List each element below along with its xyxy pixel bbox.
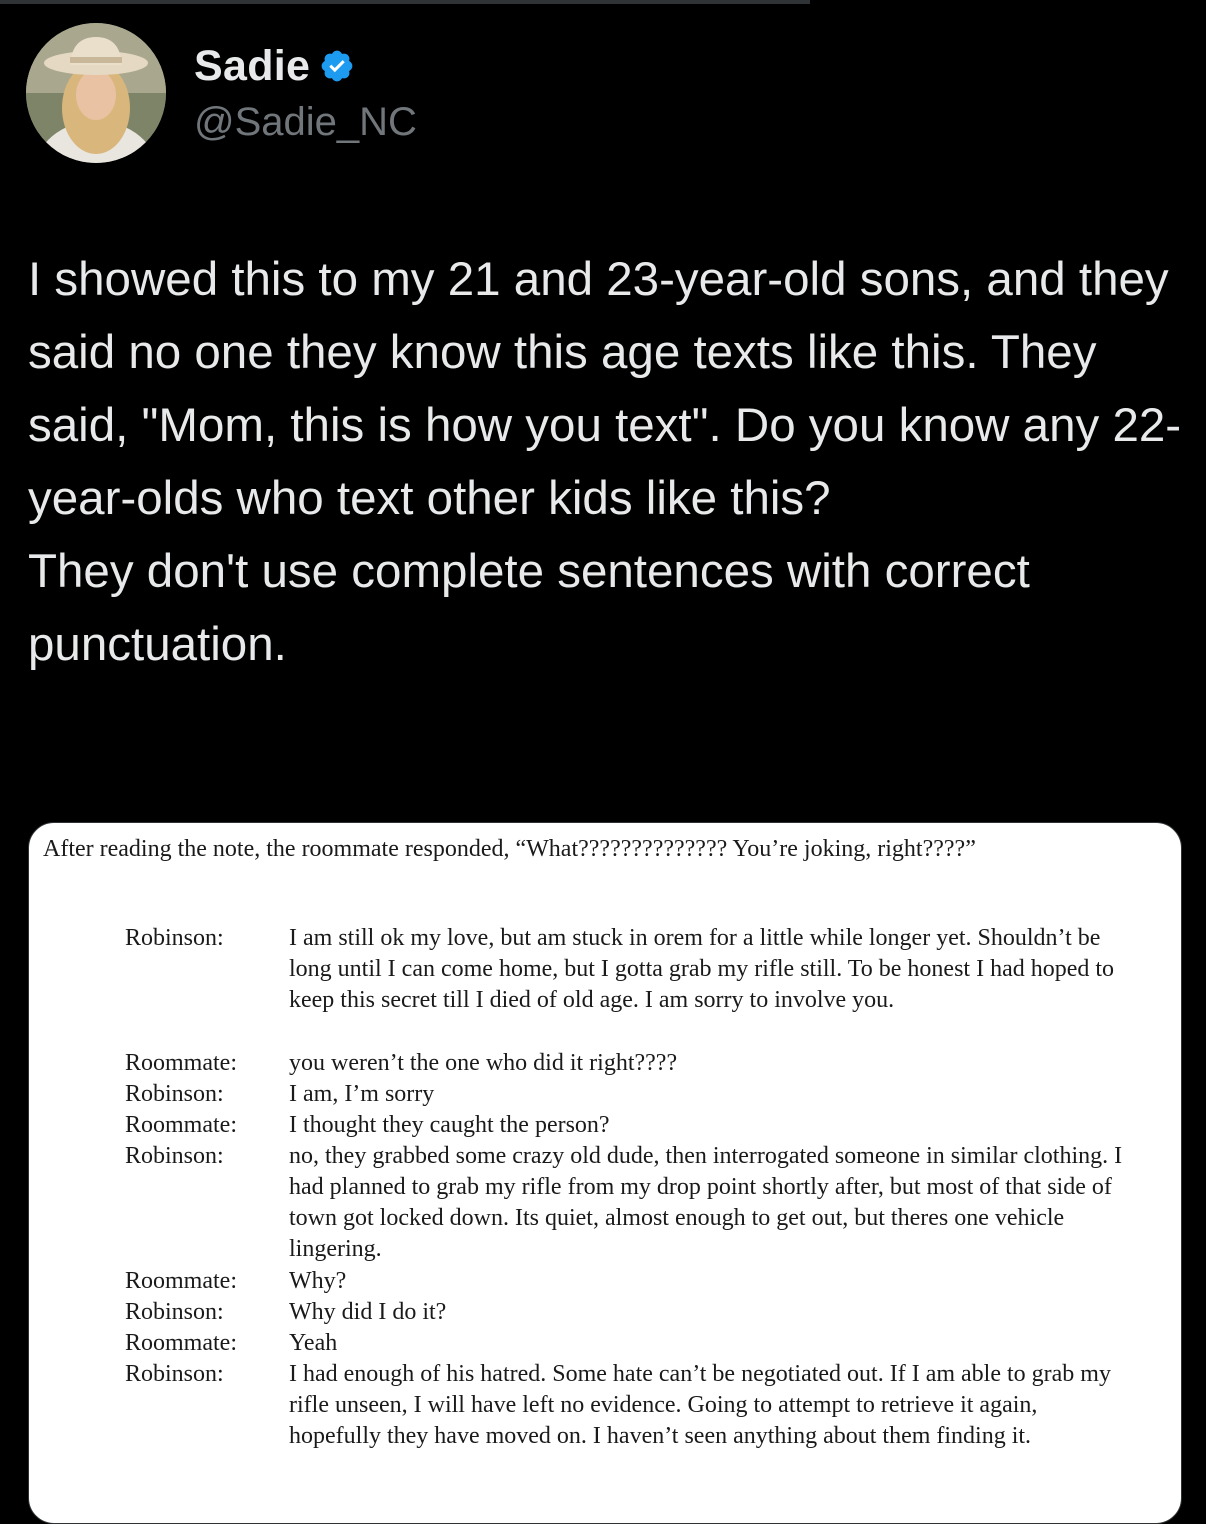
dialogue-speaker: Robinson: (125, 925, 224, 951)
dialogue-text: no, they grabbed some crazy old dude, then interrogated someone in similar clothing. I had planned to grab my rifle from my drop point shortly after, but most of that side of town got locked down. Its quiet, almost enough to get out, but theres one vehicle lingering. (289, 1143, 1123, 1262)
tweet-text (28, 243, 1188, 681)
dialogue-text: Why? (289, 1268, 347, 1294)
author-name-row (194, 40, 355, 92)
dialogue-speaker: Roommate: (125, 1330, 237, 1356)
dialogue-speaker: Robinson: (125, 1143, 224, 1169)
dialogue-speaker: Roommate: (125, 1268, 237, 1294)
dialogue-speaker: Robinson: (125, 1081, 224, 1107)
avatar[interactable] (26, 23, 166, 163)
top-divider (0, 0, 810, 4)
dialogue-text: you weren’t the one who did it right???? (289, 1050, 678, 1076)
dialogue-speaker: Roommate: (125, 1112, 237, 1138)
verified-badge-icon (319, 48, 355, 84)
tweet-paragraph: They don't use complete sentences with correct punctuation. (28, 545, 1030, 671)
dialogue-text: I thought they caught the person? (289, 1112, 610, 1138)
tweet-media-image[interactable] (28, 822, 1182, 1524)
dialogue-text: Yeah (289, 1330, 338, 1356)
dialogue-speaker: Robinson: (125, 1361, 224, 1387)
avatar-image (26, 23, 166, 163)
court-document (43, 835, 1163, 1449)
dialogue-speaker: Roommate: (125, 1050, 237, 1076)
dialogue-text: I am, I’m sorry (289, 1081, 435, 1107)
document-intro: After reading the note, the roommate responded, “What?????????????? You’re joking, right????” (43, 836, 976, 862)
dialogue-text: I am still ok my love, but am stuck in orem for a little while longer yet. Shouldn’t be long until I can come home, but I gotta grab my rifle still. To be honest I had hoped to keep this secret till I died of old age. I am sorry to involve you. (289, 925, 1115, 1013)
dialogue-text: I had enough of his hatred. Some hate can’t be negotiated out. If I am able to grab my rifle unseen, I will have left no evidence. Going to attempt to retrieve it again, hopefully they have moved on. I haven’t seen anything about them finding it. (289, 1361, 1111, 1449)
author-name[interactable]: Sadie (194, 41, 311, 90)
tweet-paragraph: I showed this to my 21 and 23-year-old sons, and they said no one they know this age texts like this. They said, "Mom, this is how you text". Do you know any 22-year-olds who text other kids like this? (28, 253, 1182, 525)
dialogue-text: Why did I do it? (289, 1299, 447, 1325)
author-handle[interactable]: @Sadie_NC (194, 100, 417, 144)
dialogue-speaker: Robinson: (125, 1299, 224, 1325)
